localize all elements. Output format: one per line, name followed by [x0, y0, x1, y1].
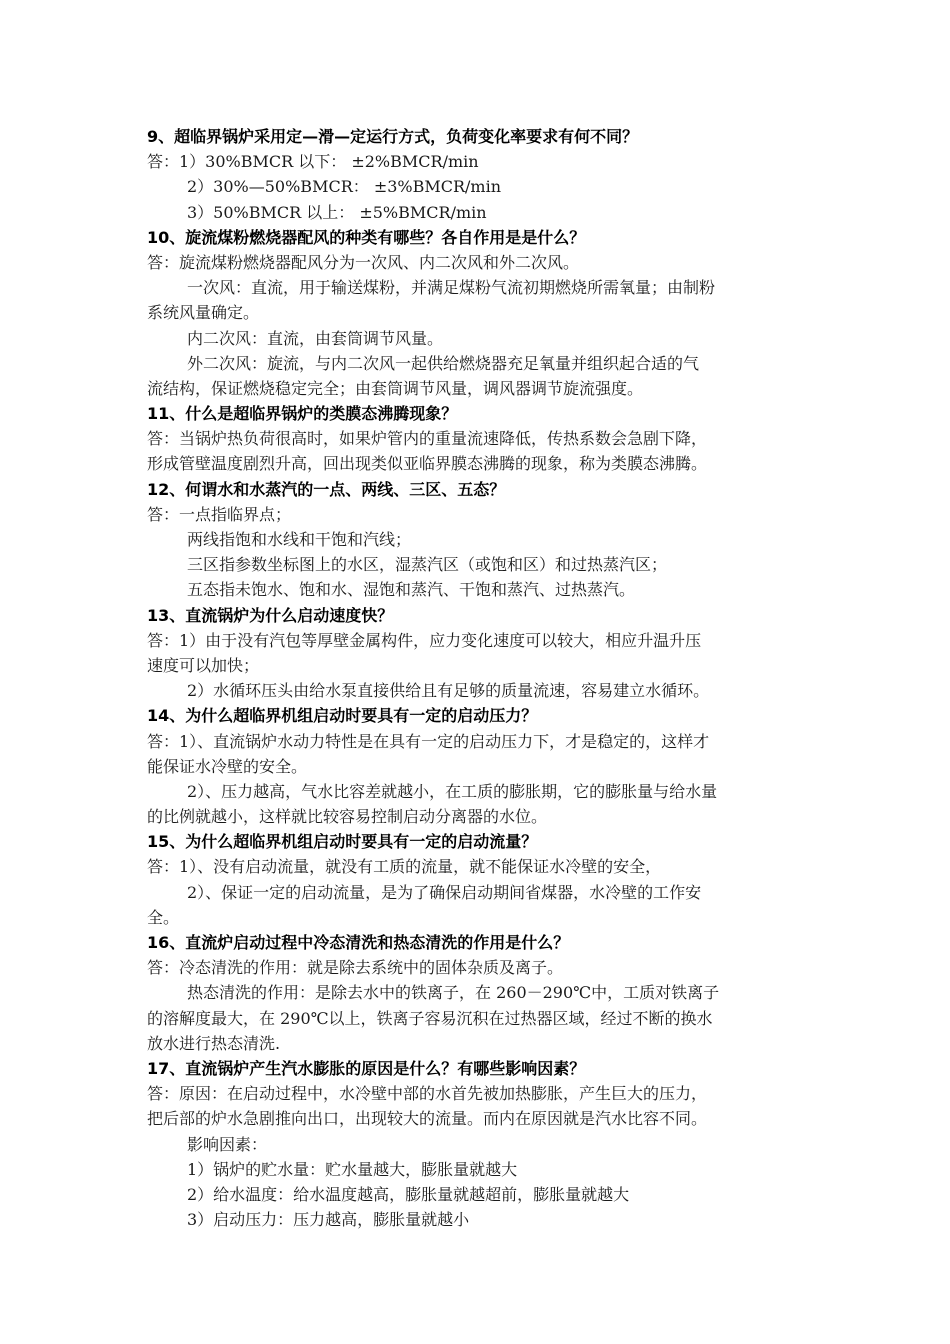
answer-line-indented: 3）50%BMCR 以上： ±5%BMCR/min [187, 202, 487, 222]
answer-line: 放水进行热态清洗. [147, 1033, 281, 1053]
question-heading: 16、直流炉启动过程中冷态清洗和热态清洗的作用是什么？ [147, 933, 570, 952]
question-heading: 11、什么是超临界锅炉的类膜态沸腾现象？ [147, 404, 458, 424]
answer-line: 答：当锅炉热负荷很高时，如果炉管内的重量流速降低，传热系数会急剧下降， [147, 429, 708, 449]
answer-line-indented: 五态指未饱水、饱和水、湿饱和蒸汽、干饱和蒸汽、过热蒸汽。 [187, 580, 636, 600]
answer-line-indented: 2）水循环压头由给水泵直接供给且有足够的质量流速，容易建立水循环。 [187, 681, 710, 701]
answer-line: 答：一点指临界点； [147, 504, 292, 524]
answer-line: 答：1）由于没有汽包等厚壁金属构件，应力变化速度可以较大，相应升温升压 [147, 630, 702, 650]
answer-line-indented: 2）、保证一定的启动流量，是为了确保启动期间省煤器，水冷壁的工作安 [187, 882, 702, 902]
answer-line-indented: 1）锅炉的贮水量：贮水量越大，膨胀量就越大 [187, 1159, 518, 1179]
answer-line: 答：冷态清洗的作用：就是除去系统中的固体杂质及离子。 [147, 958, 564, 978]
answer-line-indented: 2）给水温度：给水温度越高，膨胀量就越超前，膨胀量就越大 [187, 1184, 630, 1204]
answer-line-indented: 三区指参数坐标图上的水区，湿蒸汽区（或饱和区）和过热蒸汽区； [187, 555, 668, 575]
answer-line-indented: 外二次风：旋流，与内二次风一起供给燃烧器充足氧量并组织起合适的气 [187, 353, 700, 373]
answer-line-indented: 2）30%—50%BMCR： ±3%BMCR/min [187, 177, 502, 197]
question-heading: 14、为什么超临界机组启动时要具有一定的启动压力？ [147, 706, 538, 726]
answer-line: 全。 [147, 907, 180, 927]
answer-line: 答：旋流煤粉燃烧器配风分为一次风、内二次风和外二次风。 [147, 252, 580, 272]
answer-line: 的比例就越小，这样就比较容易控制启动分离器的水位。 [147, 807, 548, 827]
answer-line: 答：1）、没有启动流量，就没有工质的流量，就不能保证水冷壁的安全， [147, 857, 662, 877]
answer-line: 答：1）30%BMCR 以下： ±2%BMCR/min [147, 152, 479, 172]
answer-line-indented: 3）启动压力：压力越高，膨胀量就越小 [187, 1210, 470, 1230]
answer-line-indented: 内二次风：直流，由套筒调节风量。 [187, 328, 444, 348]
answer-line-indented: 一次风：直流，用于输送煤粉，并满足煤粉气流初期燃烧所需氧量；由制粉 [187, 278, 716, 298]
question-heading: 17、直流锅炉产生汽水膨胀的原因是什么？有哪些影响因素？ [147, 1058, 586, 1078]
question-heading: 13、直流锅炉为什么启动速度快？ [147, 605, 394, 625]
answer-line: 答：原因：在启动过程中，水冷壁中部的水首先被加热膨胀，产生巨大的压力， [147, 1084, 708, 1104]
question-heading: 15、为什么超临界机组启动时要具有一定的启动流量？ [147, 832, 538, 852]
answer-line-indented: 两线指饱和水线和干饱和汽线； [187, 530, 412, 549]
question-heading: 9、超临界锅炉采用定—滑—定运行方式，负荷变化率要求有何不同？ [147, 127, 639, 146]
question-heading: 12、何谓水和水蒸汽的一点、两线、三区、五态？ [147, 479, 506, 499]
answer-line: 把后部的炉水急剧推向出口，出现较大的流量。而内在原因就是汽水比容不同。 [147, 1109, 708, 1129]
answer-line: 速度可以加快； [147, 655, 260, 675]
answer-line-indented: 影响因素： [187, 1134, 268, 1154]
answer-line-indented: 热态清洗的作用：是除去水中的铁离子，在 260－290℃中，工质对铁离子 [187, 983, 720, 1003]
answer-line: 能保证水冷壁的安全。 [147, 756, 308, 776]
question-heading: 10、旋流煤粉燃烧器配风的种类有哪些？各自作用是是什么？ [147, 227, 586, 247]
answer-line: 的溶解度最大，在 290℃以上，铁离子容易沉积在过热器区域，经过不断的换水 [147, 1008, 713, 1028]
answer-line-indented: 2）、压力越高，气水比容差就越小，在工质的膨胀期，它的膨胀量与给水量 [187, 781, 718, 801]
answer-line: 形成管壁温度剧烈升高，回出现类似亚临界膜态沸腾的现象，称为类膜态沸腾。 [147, 454, 708, 474]
answer-line: 答：1）、直流锅炉水动力特性是在具有一定的启动压力下，才是稳定的，这样才 [147, 731, 710, 751]
answer-line: 流结构，保证燃烧稳定完全；由套筒调节风量，调风器调节旋流强度。 [147, 378, 644, 398]
answer-line: 系统风量确定。 [147, 303, 260, 323]
document-body [147, 124, 809, 1232]
